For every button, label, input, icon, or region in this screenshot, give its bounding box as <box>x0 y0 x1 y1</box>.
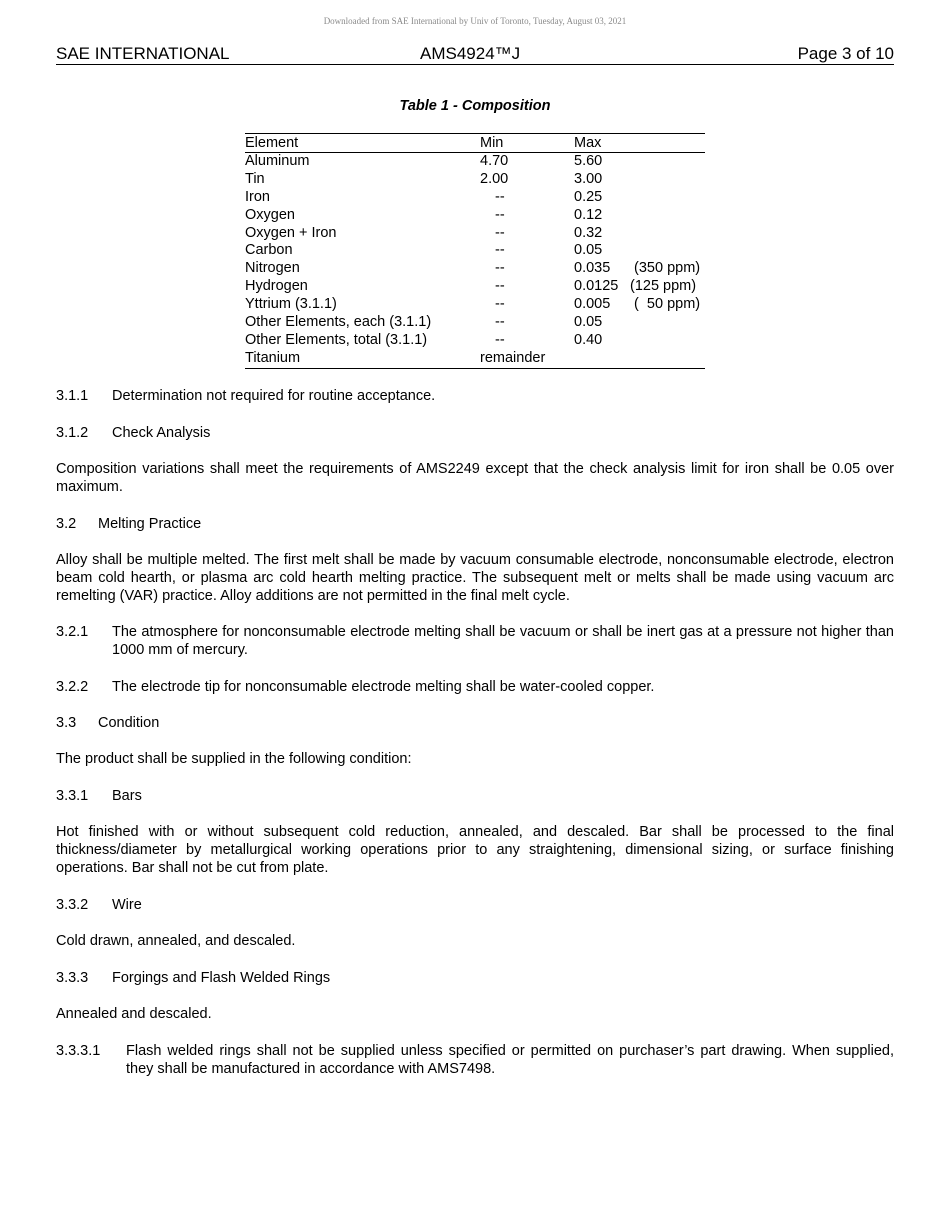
section-number: 3.3.2 <box>56 897 89 913</box>
cell-ppm: ( 50 ppm) <box>630 296 701 313</box>
cell-min: -- <box>495 206 505 223</box>
section-title: Bars <box>112 788 142 804</box>
table-row <box>245 171 705 189</box>
paragraph-check-analysis: Composition variations shall meet the requirements of AMS2249 except that the check analysis limit for iron shall be 0.05 over maximum. <box>56 461 894 495</box>
cell-min: -- <box>495 242 505 259</box>
cell-element: Yttrium (3.1.1) <box>245 296 337 313</box>
paragraph-forgings: Annealed and descaled. <box>56 1006 212 1022</box>
section-3-3-3-1 <box>56 1042 894 1078</box>
cell-element: Titanium <box>245 349 301 366</box>
cell-min: -- <box>495 224 505 241</box>
header-page-number: Page 3 of 10 <box>797 44 894 63</box>
section-number: 3.3.3.1 <box>56 1043 101 1059</box>
section-3-3-1-heading <box>56 787 894 805</box>
section-text: Determination not required for routine acceptance. <box>112 388 436 404</box>
paragraph-melting-practice: Alloy shall be multiple melted. The first melt shall be made by vacuum consumable electrode, nonconsumable electrode, electron beam cold hearth, or plasma arc cold hearth melting practice. The subsequent melt or melts shall be made using vacuum arc remelting (VAR) practice. Alloy additions are not permitted in the final melt cycle. <box>56 552 894 604</box>
section-number: 3.3 <box>56 715 77 731</box>
section-title: Check Analysis <box>112 425 211 441</box>
table-row <box>245 207 705 225</box>
cell-min: -- <box>495 296 505 313</box>
cell-ppm: (350 ppm) <box>630 260 701 277</box>
cell-element: Tin <box>245 170 265 187</box>
section-title: Forgings and Flash Welded Rings <box>112 970 331 986</box>
section-3-1-1 <box>56 387 894 405</box>
cell-min: -- <box>495 278 505 295</box>
table-body <box>245 153 705 368</box>
cell-element: Oxygen + Iron <box>245 224 337 241</box>
paragraph-wire: Cold drawn, annealed, and descaled. <box>56 933 296 949</box>
table-row <box>245 332 705 350</box>
table-row <box>245 296 705 314</box>
section-3-3-heading <box>56 714 894 732</box>
cell-max: 0.40 <box>574 331 603 348</box>
table-title: Table 1 - Composition <box>399 98 551 114</box>
paragraph-condition: The product shall be supplied in the following condition: <box>56 751 412 767</box>
section-number: 3.3.3 <box>56 970 89 986</box>
section-3-3-3-heading <box>56 969 894 987</box>
section-title: Condition <box>98 715 160 731</box>
table-row <box>245 260 705 278</box>
section-number: 3.2.1 <box>56 624 89 640</box>
section-3-2-1 <box>56 623 894 659</box>
section-number: 3.2.2 <box>56 679 89 695</box>
cell-element: Other Elements, each (3.1.1) <box>245 314 432 331</box>
cell-max: 0.05 <box>574 314 603 331</box>
section-3-2-2 <box>56 678 894 696</box>
cell-max: 0.0125 <box>574 278 619 295</box>
cell-element: Iron <box>245 188 270 205</box>
table-row <box>245 350 705 368</box>
cell-ppm: (125 ppm) <box>630 278 697 295</box>
table-row <box>245 242 705 260</box>
cell-max: 0.035 <box>574 260 611 277</box>
paragraph-bars: Hot finished with or without subsequent cold reduction, annealed, and descaled. Bar shall be processed to the final thickness/diameter by metallurgical working operations prior to any straightening, dimensional sizing, or surface finishing operations. Bar shall not be cut from plate. <box>56 824 894 876</box>
section-number: 3.2 <box>56 516 77 532</box>
section-text: The electrode tip for nonconsumable electrode melting shall be water-cooled copper. <box>112 679 655 695</box>
section-text: The atmosphere for nonconsumable electrode melting shall be vacuum or shall be inert gas at a pressure not higher than 1000 mm of mercury. <box>112 624 894 658</box>
table-row <box>245 153 705 171</box>
section-number: 3.3.1 <box>56 788 89 804</box>
section-3-1-2-heading <box>56 424 894 442</box>
section-number: 3.1.1 <box>56 388 89 404</box>
table-row <box>245 278 705 296</box>
cell-min: -- <box>495 331 505 348</box>
composition-table <box>245 133 705 369</box>
column-header-element: Element <box>245 135 299 151</box>
download-watermark: Downloaded from SAE International by Univ of Toronto, Tuesday, August 03, 2021 <box>323 16 627 26</box>
cell-min: -- <box>495 188 505 205</box>
column-header-max: Max <box>574 135 602 151</box>
cell-min: -- <box>495 260 505 277</box>
table-header-row <box>245 134 705 153</box>
table-row <box>245 314 705 332</box>
section-number: 3.1.2 <box>56 425 89 441</box>
cell-element: Nitrogen <box>245 260 300 277</box>
cell-max: 0.25 <box>574 188 603 205</box>
header-org: SAE INTERNATIONAL <box>56 44 230 63</box>
cell-element: Carbon <box>245 242 293 259</box>
cell-element: Aluminum <box>245 153 310 169</box>
cell-element: Oxygen <box>245 206 295 223</box>
cell-min: remainder <box>480 349 546 366</box>
section-3-2-heading <box>56 515 894 533</box>
header-doc-id: AMS4924™J <box>420 44 521 63</box>
cell-min: 2.00 <box>480 170 509 187</box>
cell-max: 0.32 <box>574 224 603 241</box>
cell-max: 0.005 <box>574 296 611 313</box>
cell-max: 5.60 <box>574 153 603 169</box>
cell-max: 3.00 <box>574 170 603 187</box>
section-text: Flash welded rings shall not be supplied unless specified or permitted on purchaser’s part drawing. When supplied, they shall be manufactured in accordance with AMS7498. <box>126 1043 894 1077</box>
cell-max: 0.12 <box>574 206 603 223</box>
section-title: Melting Practice <box>98 516 202 532</box>
table-row <box>245 225 705 243</box>
cell-element: Other Elements, total (3.1.1) <box>245 331 428 348</box>
cell-min: -- <box>495 314 505 331</box>
cell-element: Hydrogen <box>245 278 308 295</box>
column-header-min: Min <box>480 135 504 151</box>
cell-min: 4.70 <box>480 153 509 169</box>
section-3-3-2-heading <box>56 896 894 914</box>
cell-max: 0.05 <box>574 242 603 259</box>
page-header <box>56 44 894 65</box>
section-title: Wire <box>112 897 142 913</box>
table-row <box>245 189 705 207</box>
